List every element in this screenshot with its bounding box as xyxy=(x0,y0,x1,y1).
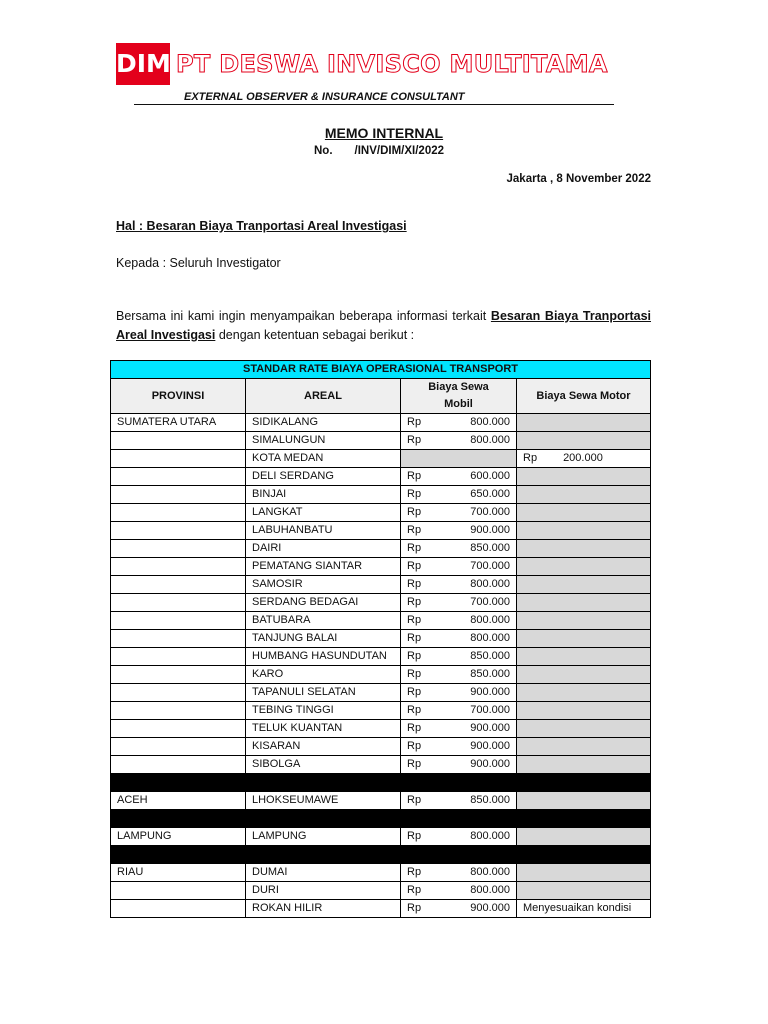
currency-label: Rp xyxy=(407,902,422,914)
cell-motor xyxy=(517,792,651,810)
memo-title: MEMO INTERNAL xyxy=(324,125,444,141)
cell-mobil xyxy=(401,666,517,684)
cell-provinsi xyxy=(111,612,246,630)
transport-rate-table xyxy=(110,360,651,918)
table-row xyxy=(111,684,651,702)
cell-mobil xyxy=(401,540,517,558)
table-row xyxy=(111,630,651,648)
cell-provinsi xyxy=(111,756,246,774)
column-header-motor: Biaya Sewa Motor xyxy=(517,379,651,414)
currency-label: Rp xyxy=(407,632,422,644)
cell-provinsi xyxy=(111,450,246,468)
cell-areal: SIDIKALANG xyxy=(246,414,401,432)
memo-intro xyxy=(116,307,651,345)
currency-label: Rp xyxy=(407,722,422,734)
cell-motor: Menyesuaikan kondisi xyxy=(517,900,651,918)
table-row xyxy=(111,792,651,810)
cell-areal: SERDANG BEDAGAI xyxy=(246,594,401,612)
cell-mobil xyxy=(401,558,517,576)
separator-cell xyxy=(401,846,517,864)
cell-mobil xyxy=(401,702,517,720)
cell-areal: SIBOLGA xyxy=(246,756,401,774)
cell-areal: TAPANULI SELATAN xyxy=(246,684,401,702)
cell-areal: LANGKAT xyxy=(246,504,401,522)
column-header-provinsi: PROVINSI xyxy=(111,379,246,414)
cell-mobil xyxy=(401,450,517,468)
table-row xyxy=(111,756,651,774)
intro-text-end: dengan ketentuan sebagai berikut : xyxy=(215,328,415,342)
cell-motor xyxy=(517,450,651,468)
cell-provinsi: RIAU xyxy=(111,864,246,882)
cell-areal: DURI xyxy=(246,882,401,900)
separator-row xyxy=(111,810,651,828)
separator-cell xyxy=(246,846,401,864)
table-row xyxy=(111,432,651,450)
table-row xyxy=(111,648,651,666)
currency-label: Rp xyxy=(407,470,422,482)
separator-cell xyxy=(401,774,517,792)
table-row xyxy=(111,666,651,684)
cell-provinsi xyxy=(111,522,246,540)
company-logo: DIM xyxy=(116,43,170,85)
cell-areal: TELUK KUANTAN xyxy=(246,720,401,738)
column-header-areal: AREAL xyxy=(246,379,401,414)
cell-provinsi: LAMPUNG xyxy=(111,828,246,846)
intro-bold-text: Besaran Biaya Tranportasi Areal Investigasi xyxy=(116,309,651,342)
cell-provinsi xyxy=(111,666,246,684)
cell-areal: DELI SERDANG xyxy=(246,468,401,486)
table-row xyxy=(111,414,651,432)
table-row xyxy=(111,612,651,630)
currency-label: Rp xyxy=(523,452,538,464)
cell-motor xyxy=(517,630,651,648)
cell-areal: HUMBANG HASUNDUTAN xyxy=(246,648,401,666)
table-row xyxy=(111,450,651,468)
cell-motor xyxy=(517,864,651,882)
currency-label: Rp xyxy=(407,704,422,716)
cell-mobil xyxy=(401,864,517,882)
cell-mobil xyxy=(401,882,517,900)
cell-mobil xyxy=(401,468,517,486)
cell-areal: TANJUNG BALAI xyxy=(246,630,401,648)
cell-mobil xyxy=(401,576,517,594)
company-name: PT DESWA INVISCO MULTITAMA xyxy=(176,50,608,78)
currency-label: Rp xyxy=(407,884,422,896)
cell-provinsi xyxy=(111,468,246,486)
currency-label: Rp xyxy=(407,686,422,698)
cell-mobil xyxy=(401,522,517,540)
table-row xyxy=(111,720,651,738)
price-value: 800.000 xyxy=(470,632,510,644)
cell-mobil xyxy=(401,792,517,810)
table-row xyxy=(111,522,651,540)
cell-provinsi xyxy=(111,630,246,648)
cell-motor xyxy=(517,558,651,576)
price-value: 800.000 xyxy=(470,830,510,842)
cell-provinsi xyxy=(111,576,246,594)
cell-areal: KARO xyxy=(246,666,401,684)
currency-label: Rp xyxy=(407,488,422,500)
cell-motor xyxy=(517,648,651,666)
cell-mobil xyxy=(401,630,517,648)
cell-areal: PEMATANG SIANTAR xyxy=(246,558,401,576)
currency-label: Rp xyxy=(407,542,422,554)
price-value: 900.000 xyxy=(470,722,510,734)
cell-provinsi xyxy=(111,486,246,504)
cell-areal: LABUHANBATU xyxy=(246,522,401,540)
cell-areal: DAIRI xyxy=(246,540,401,558)
price-value: 800.000 xyxy=(470,434,510,446)
cell-motor xyxy=(517,612,651,630)
table-row xyxy=(111,738,651,756)
separator-cell xyxy=(517,846,651,864)
table-row xyxy=(111,882,651,900)
cell-provinsi xyxy=(111,702,246,720)
currency-label: Rp xyxy=(407,596,422,608)
cell-mobil xyxy=(401,648,517,666)
price-value: 900.000 xyxy=(470,902,510,914)
cell-mobil xyxy=(401,756,517,774)
company-tagline: EXTERNAL OBSERVER & INSURANCE CONSULTANT xyxy=(184,91,465,103)
price-value: 800.000 xyxy=(470,614,510,626)
currency-label: Rp xyxy=(407,740,422,752)
cell-areal: BINJAI xyxy=(246,486,401,504)
currency-label: Rp xyxy=(407,506,422,518)
price-value: 900.000 xyxy=(470,758,510,770)
separator-row xyxy=(111,846,651,864)
cell-areal: DUMAI xyxy=(246,864,401,882)
table-row xyxy=(111,558,651,576)
price-value: 850.000 xyxy=(470,542,510,554)
cell-motor xyxy=(517,594,651,612)
table-row xyxy=(111,864,651,882)
cell-provinsi xyxy=(111,900,246,918)
currency-label: Rp xyxy=(407,560,422,572)
cell-areal: SAMOSIR xyxy=(246,576,401,594)
price-value: 200.000 xyxy=(563,452,603,464)
cell-provinsi xyxy=(111,504,246,522)
cell-provinsi xyxy=(111,558,246,576)
cell-motor xyxy=(517,720,651,738)
price-value: 800.000 xyxy=(470,884,510,896)
table-row xyxy=(111,594,651,612)
price-value: 700.000 xyxy=(470,704,510,716)
cell-mobil xyxy=(401,900,517,918)
header-rule xyxy=(134,104,614,105)
cell-areal: LHOKSEUMAWE xyxy=(246,792,401,810)
cell-motor xyxy=(517,432,651,450)
cell-areal: KOTA MEDAN xyxy=(246,450,401,468)
currency-label: Rp xyxy=(407,524,422,536)
table-row xyxy=(111,468,651,486)
table-row xyxy=(111,576,651,594)
separator-cell xyxy=(111,810,246,828)
price-value: 900.000 xyxy=(470,524,510,536)
separator-cell xyxy=(517,774,651,792)
price-value: 600.000 xyxy=(470,470,510,482)
memo-number-label: No. xyxy=(314,145,333,157)
cell-motor xyxy=(517,756,651,774)
currency-label: Rp xyxy=(407,866,422,878)
cell-areal: TEBING TINGGI xyxy=(246,702,401,720)
cell-motor xyxy=(517,738,651,756)
cell-areal: BATUBARA xyxy=(246,612,401,630)
table-row xyxy=(111,504,651,522)
cell-mobil xyxy=(401,720,517,738)
cell-areal: LAMPUNG xyxy=(246,828,401,846)
currency-label: Rp xyxy=(407,794,422,806)
separator-row xyxy=(111,774,651,792)
price-value: 700.000 xyxy=(470,506,510,518)
intro-text: Bersama ini kami ingin menyampaikan beberapa informasi terkait xyxy=(116,309,491,323)
cell-mobil xyxy=(401,828,517,846)
memo-recipient: Kepada : Seluruh Investigator xyxy=(116,256,281,270)
cell-provinsi xyxy=(111,594,246,612)
price-value: 650.000 xyxy=(470,488,510,500)
cell-motor xyxy=(517,828,651,846)
cell-motor xyxy=(517,504,651,522)
cell-provinsi: ACEH xyxy=(111,792,246,810)
memo-number xyxy=(314,145,444,157)
price-value: 850.000 xyxy=(470,668,510,680)
cell-motor xyxy=(517,684,651,702)
cell-mobil xyxy=(401,432,517,450)
cell-motor xyxy=(517,414,651,432)
cell-mobil xyxy=(401,414,517,432)
cell-mobil xyxy=(401,738,517,756)
table-row xyxy=(111,828,651,846)
currency-label: Rp xyxy=(407,614,422,626)
cell-areal: ROKAN HILIR xyxy=(246,900,401,918)
separator-cell xyxy=(401,810,517,828)
table-row xyxy=(111,702,651,720)
cell-motor xyxy=(517,522,651,540)
cell-mobil xyxy=(401,612,517,630)
currency-label: Rp xyxy=(407,830,422,842)
separator-cell xyxy=(246,810,401,828)
column-header-mobil xyxy=(401,379,517,414)
cell-motor xyxy=(517,666,651,684)
separator-cell xyxy=(111,774,246,792)
cell-mobil xyxy=(401,684,517,702)
separator-cell xyxy=(246,774,401,792)
cell-provinsi xyxy=(111,720,246,738)
cell-provinsi xyxy=(111,648,246,666)
price-value: 850.000 xyxy=(470,650,510,662)
price-value: 700.000 xyxy=(470,596,510,608)
table-title: STANDAR RATE BIAYA OPERASIONAL TRANSPORT xyxy=(111,361,651,379)
cell-motor xyxy=(517,576,651,594)
table-row xyxy=(111,486,651,504)
separator-cell xyxy=(517,810,651,828)
column-header-mobil-label: Biaya Sewa Mobil xyxy=(428,381,489,410)
price-value: 800.000 xyxy=(470,416,510,428)
price-value: 900.000 xyxy=(470,686,510,698)
currency-label: Rp xyxy=(407,434,422,446)
price-value: 800.000 xyxy=(470,578,510,590)
cell-mobil xyxy=(401,594,517,612)
cell-motor xyxy=(517,486,651,504)
cell-provinsi xyxy=(111,432,246,450)
currency-label: Rp xyxy=(407,578,422,590)
currency-label: Rp xyxy=(407,668,422,680)
currency-label: Rp xyxy=(407,650,422,662)
price-value: 850.000 xyxy=(470,794,510,806)
cell-provinsi: SUMATERA UTARA xyxy=(111,414,246,432)
cell-mobil xyxy=(401,504,517,522)
cell-motor xyxy=(517,540,651,558)
cell-provinsi xyxy=(111,684,246,702)
cell-motor xyxy=(517,702,651,720)
memo-number-value: /INV/DIM/XI/2022 xyxy=(354,145,445,157)
cell-motor xyxy=(517,882,651,900)
price-value: 700.000 xyxy=(470,560,510,572)
table-row xyxy=(111,900,651,918)
price-value: 900.000 xyxy=(470,740,510,752)
table-row xyxy=(111,540,651,558)
cell-provinsi xyxy=(111,738,246,756)
memo-date: Jakarta , 8 November 2022 xyxy=(506,173,651,185)
cell-provinsi xyxy=(111,540,246,558)
separator-cell xyxy=(111,846,246,864)
memo-subject: Hal : Besaran Biaya Tranportasi Areal Investigasi xyxy=(116,219,407,233)
price-value: 800.000 xyxy=(470,866,510,878)
cell-areal: SIMALUNGUN xyxy=(246,432,401,450)
cell-mobil xyxy=(401,486,517,504)
cell-provinsi xyxy=(111,882,246,900)
cell-areal: KISARAN xyxy=(246,738,401,756)
currency-label: Rp xyxy=(407,758,422,770)
cell-motor xyxy=(517,468,651,486)
currency-label: Rp xyxy=(407,416,422,428)
